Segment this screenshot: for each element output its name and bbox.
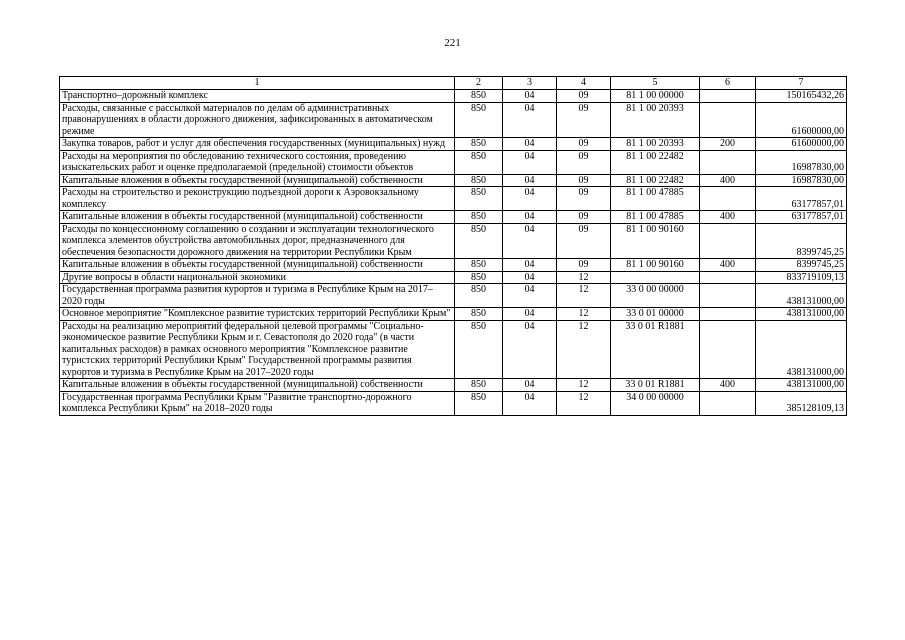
table-row: [60, 174, 847, 187]
ministry-code-cell: 850: [455, 90, 503, 103]
subsection-code-cell: 09: [557, 150, 611, 174]
expense-type-code-cell: [700, 320, 756, 379]
budget-table: [59, 76, 847, 416]
table-row: [60, 379, 847, 392]
ministry-code-cell: 850: [455, 150, 503, 174]
row-name-cell: Капитальные вложения в объекты государственной (муниципальной) собственности: [60, 379, 455, 392]
subsection-code-cell: 09: [557, 211, 611, 224]
table-row: [60, 320, 847, 379]
row-name-cell: Закупка товаров, работ и услуг для обеспечения государственных (муниципальных) нужд: [60, 138, 455, 151]
row-name-cell: Капитальные вложения в объекты государственной (муниципальной) собственности: [60, 174, 455, 187]
row-name-cell: Государственная программа Республики Крым "Развитие транспортно-дорожного комплекса Республики Крым" на 2018–2020 годы: [60, 391, 455, 415]
ministry-code-cell: 850: [455, 308, 503, 321]
row-name-cell: Расходы на строительство и реконструкцию подъездной дороги к Аэровокзальному комплексу: [60, 187, 455, 211]
expense-type-code-cell: 400: [700, 174, 756, 187]
target-item-code-cell: 33 0 01 00000: [611, 308, 700, 321]
expense-type-code-cell: 400: [700, 379, 756, 392]
ministry-code-cell: 850: [455, 284, 503, 308]
table-row: [60, 271, 847, 284]
row-name-cell: Государственная программа развития курортов и туризма в Республике Крым на 2017–2020 годы: [60, 284, 455, 308]
amount-cell: 61600000,00: [756, 138, 847, 151]
table-row: [60, 391, 847, 415]
amount-cell: 8399745,25: [756, 259, 847, 272]
table-row: [60, 138, 847, 151]
target-item-code-cell: 34 0 00 00000: [611, 391, 700, 415]
target-item-code-cell: 81 1 00 00000: [611, 90, 700, 103]
section-code-cell: 04: [503, 90, 557, 103]
table-row: [60, 187, 847, 211]
subsection-code-cell: 12: [557, 379, 611, 392]
subsection-code-cell: 09: [557, 259, 611, 272]
expense-type-code-cell: 400: [700, 259, 756, 272]
amount-cell: 150165432,26: [756, 90, 847, 103]
amount-cell: 833719109,13: [756, 271, 847, 284]
target-item-code-cell: [611, 271, 700, 284]
table-header-row: [60, 77, 847, 90]
expense-type-code-cell: [700, 308, 756, 321]
expense-type-code-cell: 200: [700, 138, 756, 151]
ministry-code-cell: 850: [455, 174, 503, 187]
ministry-code-cell: 850: [455, 223, 503, 259]
table-row: [60, 150, 847, 174]
subsection-code-cell: 12: [557, 271, 611, 284]
amount-cell: 438131000,00: [756, 320, 847, 379]
column-header-5: 5: [611, 77, 700, 90]
ministry-code-cell: 850: [455, 211, 503, 224]
target-item-code-cell: 33 0 01 R1881: [611, 379, 700, 392]
expense-type-code-cell: [700, 271, 756, 284]
ministry-code-cell: 850: [455, 271, 503, 284]
ministry-code-cell: 850: [455, 187, 503, 211]
expense-type-code-cell: [700, 90, 756, 103]
table-row: [60, 259, 847, 272]
amount-cell: 63177857,01: [756, 187, 847, 211]
amount-cell: 16987830,00: [756, 150, 847, 174]
expense-type-code-cell: [700, 150, 756, 174]
ministry-code-cell: 850: [455, 391, 503, 415]
section-code-cell: 04: [503, 271, 557, 284]
section-code-cell: 04: [503, 320, 557, 379]
section-code-cell: 04: [503, 211, 557, 224]
subsection-code-cell: 09: [557, 187, 611, 211]
table-row: [60, 102, 847, 138]
ministry-code-cell: 850: [455, 102, 503, 138]
table-row: [60, 308, 847, 321]
ministry-code-cell: 850: [455, 320, 503, 379]
row-name-cell: Другие вопросы в области национальной экономики: [60, 271, 455, 284]
subsection-code-cell: 09: [557, 174, 611, 187]
column-header-4: 4: [557, 77, 611, 90]
section-code-cell: 04: [503, 391, 557, 415]
expense-type-code-cell: [700, 223, 756, 259]
amount-cell: 63177857,01: [756, 211, 847, 224]
subsection-code-cell: 12: [557, 308, 611, 321]
target-item-code-cell: 33 0 00 00000: [611, 284, 700, 308]
expense-type-code-cell: [700, 187, 756, 211]
expense-type-code-cell: [700, 391, 756, 415]
amount-cell: 438131000,00: [756, 379, 847, 392]
ministry-code-cell: 850: [455, 138, 503, 151]
section-code-cell: 04: [503, 223, 557, 259]
row-name-cell: Капитальные вложения в объекты государственной (муниципальной) собственности: [60, 259, 455, 272]
amount-cell: 61600000,00: [756, 102, 847, 138]
column-header-7: 7: [756, 77, 847, 90]
page-number: 221: [444, 37, 461, 49]
table-row: [60, 223, 847, 259]
amount-cell: 16987830,00: [756, 174, 847, 187]
row-name-cell: Расходы на реализацию мероприятий федеральной целевой программы "Социально-экономическое развитие Республики Крым и г. Севастополя до 2020 года" (в части капитальных расходов) в рамках основного мероприятия "Комплексное развитие туристских территорий Республики Крым" Государственной программы развития курортов и туризма в Республике Крым на 2017–2020 годы: [60, 320, 455, 379]
section-code-cell: 04: [503, 138, 557, 151]
subsection-code-cell: 12: [557, 284, 611, 308]
target-item-code-cell: 81 1 00 90160: [611, 223, 700, 259]
row-name-cell: Расходы, связанные с рассылкой материалов по делам об административных правонарушениях в области дорожного движения, зафиксированных в автоматическом режиме: [60, 102, 455, 138]
section-code-cell: 04: [503, 308, 557, 321]
section-code-cell: 04: [503, 379, 557, 392]
row-name-cell: Транспортно–дорожный комплекс: [60, 90, 455, 103]
section-code-cell: 04: [503, 284, 557, 308]
row-name-cell: Основное мероприятие "Комплексное развитие туристских территорий Республики Крым": [60, 308, 455, 321]
amount-cell: 8399745,25: [756, 223, 847, 259]
amount-cell: 385128109,13: [756, 391, 847, 415]
row-name-cell: Расходы по концессионному соглашению о создании и эксплуатации технологического комплекса элементов обустройства автомобильных дорог, предназначенного для обеспечения безопасности дорожного движения на территории Республики Крым: [60, 223, 455, 259]
row-name-cell: Капитальные вложения в объекты государственной (муниципальной) собственности: [60, 211, 455, 224]
section-code-cell: 04: [503, 150, 557, 174]
subsection-code-cell: 09: [557, 138, 611, 151]
table-row: [60, 284, 847, 308]
subsection-code-cell: 09: [557, 223, 611, 259]
expense-type-code-cell: 400: [700, 211, 756, 224]
target-item-code-cell: 81 1 00 90160: [611, 259, 700, 272]
table-row: [60, 90, 847, 103]
column-header-3: 3: [503, 77, 557, 90]
target-item-code-cell: 81 1 00 20393: [611, 138, 700, 151]
target-item-code-cell: 33 0 01 R1881: [611, 320, 700, 379]
column-header-2: 2: [455, 77, 503, 90]
expense-type-code-cell: [700, 102, 756, 138]
target-item-code-cell: 81 1 00 47885: [611, 187, 700, 211]
subsection-code-cell: 09: [557, 90, 611, 103]
column-header-6: 6: [700, 77, 756, 90]
target-item-code-cell: 81 1 00 22482: [611, 174, 700, 187]
target-item-code-cell: 81 1 00 47885: [611, 211, 700, 224]
section-code-cell: 04: [503, 187, 557, 211]
row-name-cell: Расходы на мероприятия по обследованию технического состояния, проведению изыскательских работ и оценке предполагаемой (предельной) стоимости объектов: [60, 150, 455, 174]
expense-type-code-cell: [700, 284, 756, 308]
target-item-code-cell: 81 1 00 22482: [611, 150, 700, 174]
subsection-code-cell: 12: [557, 391, 611, 415]
table-row: [60, 211, 847, 224]
target-item-code-cell: 81 1 00 20393: [611, 102, 700, 138]
ministry-code-cell: 850: [455, 259, 503, 272]
subsection-code-cell: 09: [557, 102, 611, 138]
section-code-cell: 04: [503, 174, 557, 187]
column-header-1: 1: [60, 77, 455, 90]
subsection-code-cell: 12: [557, 320, 611, 379]
amount-cell: 438131000,00: [756, 284, 847, 308]
amount-cell: 438131000,00: [756, 308, 847, 321]
section-code-cell: 04: [503, 259, 557, 272]
section-code-cell: 04: [503, 102, 557, 138]
ministry-code-cell: 850: [455, 379, 503, 392]
